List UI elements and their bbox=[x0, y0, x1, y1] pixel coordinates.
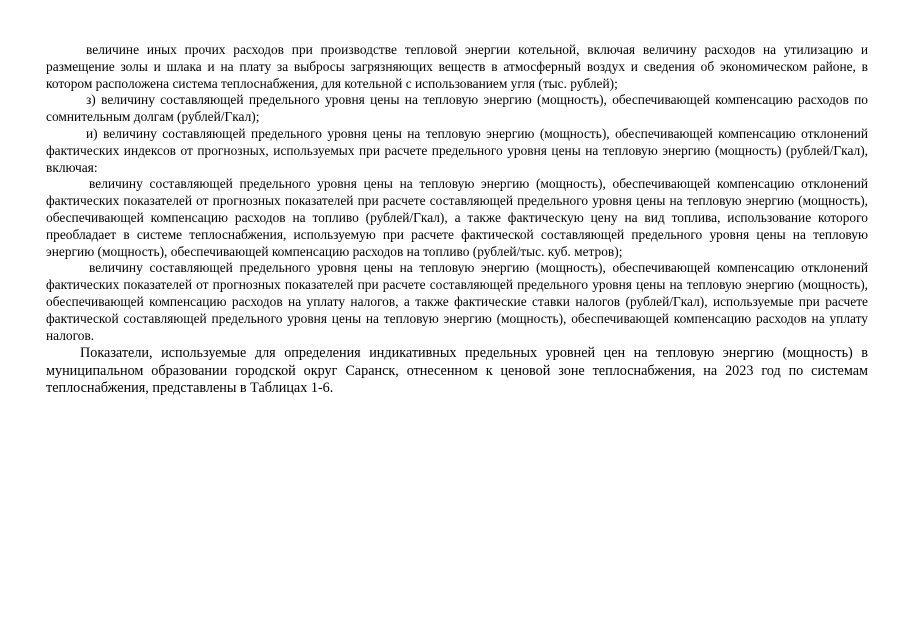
document-page bbox=[46, 42, 868, 397]
paragraph-tax-deviation: величину составляющей предельного уровня цены на тепловую энергию (мощность), обеспечивающей компенсацию отклонений фактических показателей от прогнозных показателей при расчете составляющей предельного уровня цены на тепловую энергию (мощность), обеспечивающей компенсацию расходов на уплату налогов, а также фактические ставки налогов (рублей/Гкал), используемые при расчете фактической составляющей предельного уровня цены на тепловую энергию (мощность), обеспечивающей компенсацию расходов на уплату налогов. bbox=[46, 260, 868, 343]
paragraph-fuel-deviation: величину составляющей предельного уровня цены на тепловую энергию (мощность), обеспечивающей компенсацию отклонений фактических показателей от прогнозных показателей при расчете составляющей предельного уровня цены на тепловую энергию (мощность), обеспечивающей компенсацию расходов на топливо (рублей/Гкал), а также фактическую цену на вид топлива, использование которого преобладает в системе теплоснабжения, используемую при расчете фактической составляющей предельного уровня цены на тепловую энергию (мощность), обеспечивающей компенсацию расходов на топливо (рублей/тыс. куб. метров); bbox=[46, 176, 868, 259]
paragraph-item-z: з) величину составляющей предельного уровня цены на тепловую энергию (мощность), обеспечивающей компенсацию расходов по сомнительным долгам (рублей/Гкал); bbox=[46, 92, 868, 125]
paragraph-item-i: и) величину составляющей предельного уровня цены на тепловую энергию (мощность), обеспечивающей компенсацию отклонений фактических индексов от прогнозных, используемых при расчете предельного уровня цены на тепловую энергию (мощность) (рублей/Гкал), включая: bbox=[46, 125, 868, 175]
paragraph-other-expenses: величине иных прочих расходов при производстве тепловой энергии котельной, включая величину расходов на утилизацию и размещение золы и шлака и на плату за выбросы загрязняющих веществ в атмосферный воздух и сведения об экономическом районе, в котором расположена система теплоснабжения, для котельной с использованием угля (тыс. рублей); bbox=[46, 42, 868, 91]
paragraph-indicators-summary: Показатели, используемые для определения индикативных предельных уровней цен на тепловую энергию (мощность) в муниципальном образовании городской округ Саранск, отнесенном к ценовой зоне теплоснабжения, на 2023 год по системам теплоснабжения, представлены в Таблицах 1-6. bbox=[46, 345, 868, 396]
